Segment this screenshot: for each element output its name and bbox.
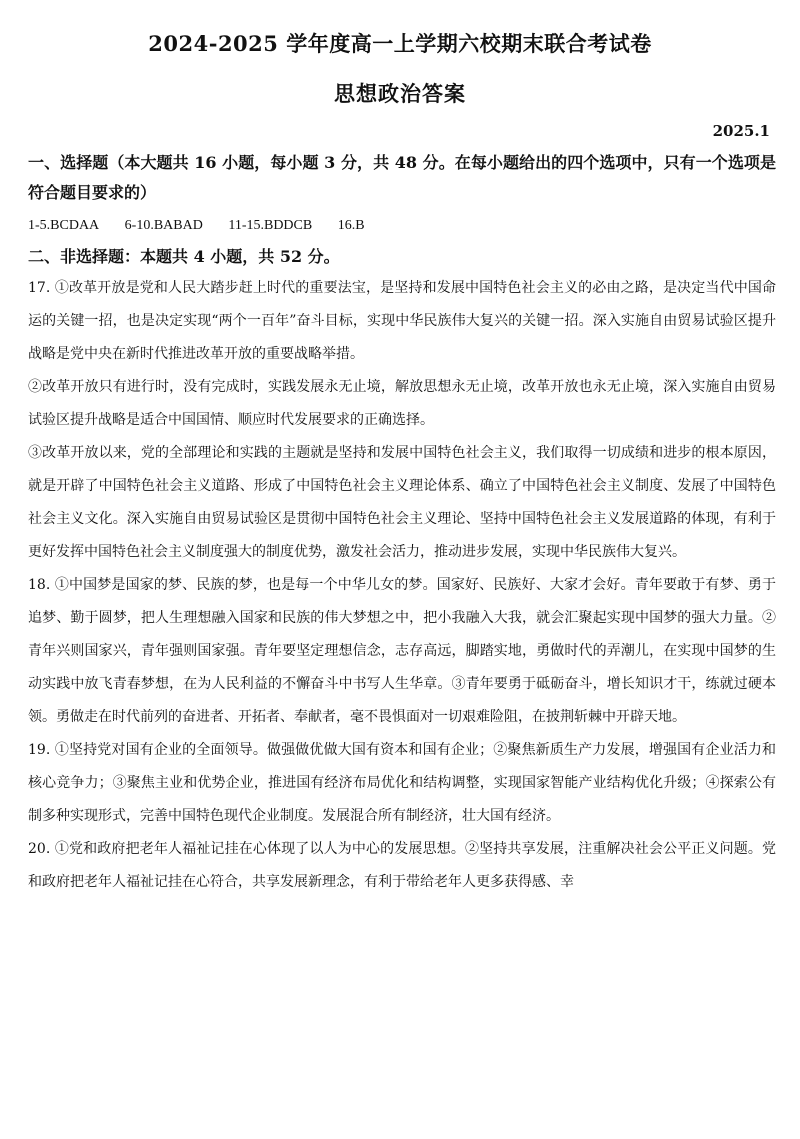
answer-group: 11-15.BDDCB <box>228 218 313 233</box>
multiple-choice-answers <box>28 210 776 242</box>
document-date: 2025.1 <box>712 122 770 140</box>
document-title: 2024-2025 学年度高一上学期六校期末联合考试卷 <box>148 31 652 56</box>
answer-content <box>28 148 776 899</box>
answer-paragraph-18: 18. ①中国梦是国家的梦、民族的梦，也是每一个中华儿女的梦。国家好、民族好、大家才会好。青年要敢于有梦、勇于追梦、勤于圆梦，把人生理想融入国家和民族的伟大梦想之中，把小我融入大我，就会汇聚起实现中国梦的强大力量。②青年兴则国家兴，青年强则国家强。青年要坚定理想信念，志存高远，脚踏实地，勇做时代的弄潮儿，在实现中国梦的生动实践中放飞青春梦想，在为人民利益的不懈奋斗中书写人生华章。③青年要勇于砥砺奋斗，增长知识才干，练就过硬本领。勇做走在时代前列的奋进者、开拓者、奉献者，毫不畏惧面对一切艰难险阻，在披荆斩棘中开辟天地。 <box>28 577 776 725</box>
answer-paragraph-17-2: ②改革开放只有进行时，没有完成时，实践发展永无止境，解放思想永无止境，改革开放也永无止境，深入实施自由贸易试验区提升战略是适合中国国情、顺应时代发展要求的正确选择。 <box>28 379 776 428</box>
answer-group: 1-5.BCDAA <box>28 218 100 233</box>
answer-paragraph-17-1: 17. ①改革开放是党和人民大踏步赶上时代的重要法宝，是坚持和发展中国特色社会主义的必由之路，是决定当代中国命运的关键一招，也是决定实现“两个一百年”奋斗目标，实现中华民族伟大复兴的关键一招。深入实施自由贸易试验区提升战略是党中央在新时代推进改革开放的重要战略举措。 <box>28 280 776 362</box>
answer-paragraph-20: 20. ①党和政府把老年人福祉记挂在心体现了以人为中心的发展思想。②坚持共享发展，注重解决社会公平正义问题。党和政府把老年人福祉记挂在心符合，共享发展新理念，有利于带给老年人更多获得感、幸 <box>28 841 776 890</box>
answer-paragraph-19: 19. ①坚持党对国有企业的全面领导。做强做优做大国有资本和国有企业；②聚焦新质生产力发展，增强国有企业活力和核心竞争力；③聚焦主业和优势企业，推进国有经济布局优化和结构调整，实现国家智能产业结构优化升级；④探索公有制多种实现形式，完善中国特色现代企业制度。发展混合所有制经济，壮大国有经济。 <box>28 742 776 824</box>
section-2-heading: 二、非选择题：本题共 4 小题，共 52 分。 <box>28 247 340 266</box>
answer-paragraph-17-3: ③改革开放以来，党的全部理论和实践的主题就是坚持和发展中国特色社会主义，我们取得一切成绩和进步的根本原因，就是开辟了中国特色社会主义道路、形成了中国特色社会主义理论体系、确立了中国特色社会主义制度、发展了中国特色社会主义文化。深入实施自由贸易试验区是贯彻中国特色社会主义理论、坚持中国特色社会主义发展道路的体现，有利于更好发挥中国特色社会主义制度强大的制度优势，激发社会活力，推动进步发展，实现中华民族伟大复兴。 <box>28 445 776 560</box>
answer-group: 16.B <box>337 218 365 233</box>
document-subtitle: 思想政治答案 <box>334 81 466 106</box>
section-1-heading: 一、选择题（本大题共 16 小题，每小题 3 分，共 48 分。在每小题给出的四个选项中，只有一个选项是符合题目要求的） <box>28 153 776 202</box>
answer-group: 6-10.BABAD <box>124 218 203 233</box>
